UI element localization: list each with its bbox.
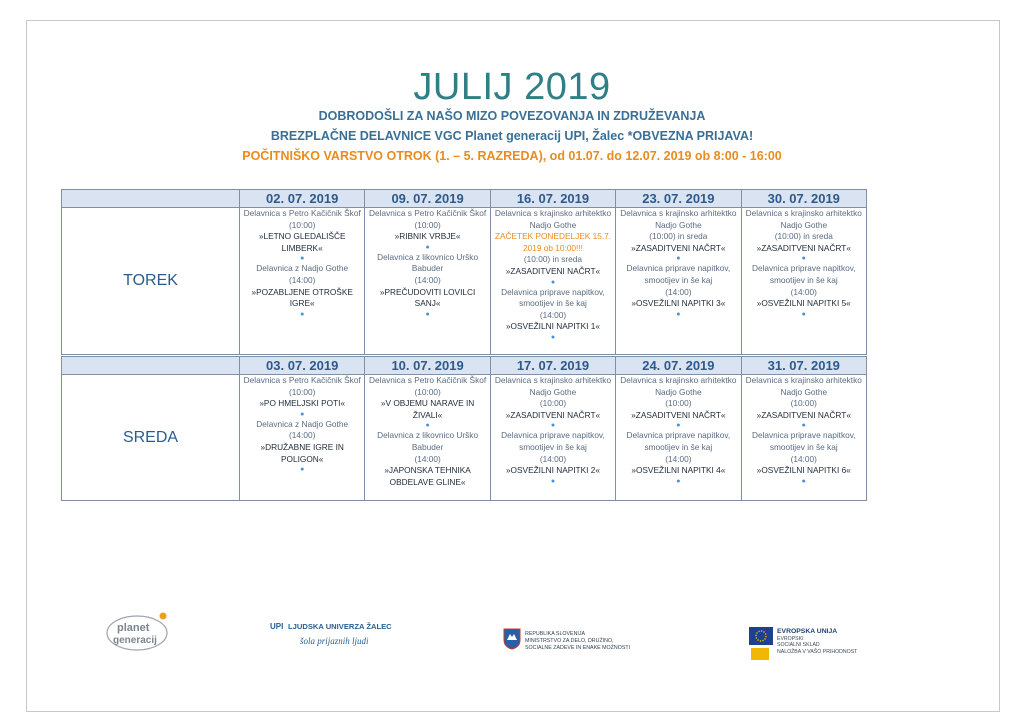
bullet-icon: ● (801, 310, 806, 318)
subtitle-childcare: POČITNIŠKO VARSTVO OTROK (1. – 5. RAZREDA), od 01.07. do 12.07. 2019 ob 8:00 - 16:00 (242, 149, 782, 163)
workshop-lead: Delavnica s krajinsko arhitektko Nadjo Gothe (494, 208, 612, 230)
workshop-title: »OSVEŽILNI NAPITKI 4« (631, 465, 726, 476)
upi-logo (270, 618, 392, 658)
workshop-morning (240, 375, 364, 419)
workshop-time: (14:00) (289, 274, 316, 285)
bullet-icon: ● (300, 310, 305, 318)
workshop-cell (240, 208, 365, 355)
workshop-lead: Delavnica priprave napitkov, smootijev in še kaj (626, 263, 731, 285)
workshop-morning (491, 208, 615, 287)
republic-line3: SOCIALNE ZADEVE IN ENAKE MOŽNOSTI (525, 645, 631, 651)
republic-line1: REPUBLIKA SLOVENIJA (525, 631, 586, 637)
date-header: 30. 07. 2019 (741, 190, 866, 208)
workshop-time: (10:00) (289, 219, 316, 230)
workshop-cell (365, 375, 490, 501)
workshop-afternoon (491, 430, 615, 485)
workshop-cell (490, 208, 615, 355)
bullet-icon: ● (801, 477, 806, 485)
date-header: 02. 07. 2019 (240, 190, 365, 208)
eu-line3: SOCIALNI SKLAD (777, 642, 820, 648)
workshop-time: (14:00) (665, 286, 692, 297)
date-header: 24. 07. 2019 (616, 357, 741, 375)
date-header: 16. 07. 2019 (490, 190, 615, 208)
coat-of-arms-icon (503, 628, 521, 650)
bullet-icon: ● (801, 422, 806, 430)
workshop-morning (240, 208, 364, 263)
planet-logo-line2: generacij (113, 635, 157, 646)
workshop-time: (14:00) (665, 453, 692, 464)
workshop-lead: Delavnica z Nadjo Gothe (256, 418, 349, 429)
workshop-morning (616, 375, 740, 430)
bullet-icon: ● (676, 255, 681, 263)
day-label: TOREK (62, 208, 240, 355)
workshop-title: »PO HMELJSKI POTI« (259, 398, 346, 409)
workshop-title: »RIBNIK VRBJE« (394, 231, 461, 242)
workshop-afternoon (240, 263, 364, 318)
workshop-time: (10:00) (414, 386, 441, 397)
bullet-icon: ● (425, 310, 430, 318)
workshop-cell (741, 208, 866, 355)
bullet-icon: ● (425, 243, 430, 251)
workshop-lead: Delavnica s krajinsko arhitektko Nadjo Gothe (745, 375, 862, 397)
workshop-time: (14:00) (790, 286, 817, 297)
workshop-title: »PREČUDOVITI LOVILCI SANJ« (379, 286, 476, 309)
workshop-time: (10:00) in sreda (774, 231, 833, 242)
date-header: 03. 07. 2019 (240, 357, 365, 375)
workshop-title: »JAPONSKA TEHNIKA OBDELAVE GLINE« (384, 465, 471, 487)
republic-line2: MINISTRSTVO ZA DELO, DRUŽINO, (525, 638, 614, 644)
workshop-afternoon (365, 252, 489, 319)
workshop-lead: Delavnica priprave napitkov, smootijev in še kaj (501, 286, 605, 309)
workshop-title: »V OBJEMU NARAVE IN ŽIVALI« (380, 398, 475, 420)
bullet-icon: ● (300, 410, 305, 418)
workshop-afternoon (491, 287, 615, 342)
workshop-title: »DRUŽABNE IGRE IN POLIGON« (260, 441, 344, 464)
workshop-lead: Delavnica priprave napitkov, smootijev in še kaj (501, 430, 605, 452)
workshop-time: (10:00) (665, 398, 692, 409)
workshop-cell (365, 208, 490, 355)
workshop-lead: Delavnica s krajinsko arhitektko Nadjo Gothe (620, 208, 737, 230)
planet-generacij-logo (103, 608, 173, 654)
bullet-icon: ● (550, 333, 556, 341)
bullet-icon: ● (550, 422, 556, 430)
bullet-icon: ● (676, 422, 681, 430)
bullet-icon: ● (801, 255, 806, 263)
eu-line1: EVROPSKA UNIJA (777, 628, 838, 635)
workshop-time: (10:00) (289, 386, 316, 397)
header-blank (62, 357, 240, 375)
workshop-time: (14:00) (539, 309, 567, 320)
workshop-title: »ZASADITVENI NAČRT« (756, 242, 851, 253)
workshop-time: (10:00) (539, 398, 567, 409)
workshop-afternoon (742, 430, 866, 485)
workshop-title: »LETNO GLEDALIŠČE LIMBERK« (258, 231, 346, 253)
bullet-icon: ● (676, 477, 681, 485)
page-title: JULIJ 2019 (413, 66, 611, 108)
workshop-lead: Delavnica s krajinsko arhitektko Nadjo Gothe (745, 208, 862, 230)
workshop-time: (10:00) (414, 219, 441, 230)
workshop-time: (14:00) (414, 274, 441, 285)
eu-flag-icon (749, 627, 773, 645)
workshop-title: »ZASADITVENI NAČRT« (756, 409, 851, 420)
workshop-morning (365, 375, 489, 430)
date-header-row (62, 190, 867, 208)
workshop-row (62, 375, 867, 501)
workshop-morning (742, 208, 866, 263)
workshop-lead: Delavnica z likovnico Urško Babuder (377, 251, 479, 274)
workshop-lead: Delavnica s Petro Kačičnik Škof (243, 208, 361, 218)
workshop-title: »OSVEŽILNI NAPITKI 6« (756, 465, 851, 476)
workshop-title: »POZABLJENE OTROŠKE IGRE« (251, 286, 353, 309)
upi-tagline: šola prijaznih ljudi (300, 636, 369, 646)
workshop-afternoon (616, 430, 740, 485)
workshop-title: »OSVEŽILNI NAPITKI 3« (631, 298, 726, 309)
workshop-morning (616, 208, 740, 263)
workshop-lead: Delavnica s krajinsko arhitektko Nadjo Gothe (620, 375, 737, 397)
workshop-lead: Delavnica s Petro Kačičnik Škof (243, 375, 361, 385)
workshop-lead: Delavnica priprave napitkov, smootijev in še kaj (751, 263, 856, 285)
date-header: 10. 07. 2019 (365, 357, 490, 375)
workshop-afternoon (240, 419, 364, 474)
schedule-table-tuesday (61, 189, 867, 355)
upi-mark: UPI (270, 622, 284, 631)
esf-mark-icon (751, 648, 769, 660)
header-blank (62, 190, 240, 208)
workshop-lead: Delavnica s krajinsko arhitektko Nadjo Gothe (494, 375, 612, 397)
workshop-title: »OSVEŽILNI NAPITKI 5« (756, 298, 851, 309)
workshop-lead: Delavnica priprave napitkov, smootijev in še kaj (626, 430, 731, 452)
workshop-title: »ZASADITVENI NAČRT« (631, 242, 726, 253)
workshop-cell (240, 375, 365, 501)
workshop-title: »ZASADITVENI NAČRT« (631, 409, 726, 420)
republic-text (525, 631, 630, 652)
bullet-icon: ● (550, 477, 556, 485)
date-header: 23. 07. 2019 (616, 190, 741, 208)
workshop-cell (741, 375, 866, 501)
start-notice: ZAČETEK PONEDELJEK 15.7. 2019 ob 10:00!!! (494, 231, 612, 253)
date-header-row (62, 357, 867, 375)
workshop-lead: Delavnica z Nadjo Gothe (256, 263, 349, 274)
day-label: SREDA (62, 375, 240, 501)
workshop-time: (10:00) in sreda (649, 231, 708, 242)
workshop-morning (491, 375, 615, 430)
eu-line2: EVROPSKI (777, 635, 804, 642)
workshop-lead: Delavnica priprave napitkov, smootijev in še kaj (751, 430, 856, 452)
eu-line4: NALOŽBA V VAŠO PRIHODNOST (777, 648, 858, 655)
date-header: 31. 07. 2019 (741, 357, 866, 375)
workshop-lead: Delavnica s Petro Kačičnik Škof (369, 375, 487, 385)
workshop-row (62, 208, 867, 355)
workshop-lead: Delavnica s Petro Kačičnik Škof (369, 208, 487, 218)
workshop-title: »ZASADITVENI NAČRT« (505, 409, 601, 420)
workshop-morning (365, 208, 489, 252)
planet-logo-line1: planet (117, 622, 150, 634)
eu-text (777, 629, 857, 655)
workshop-title: »OSVEŽILNI NAPITKI 2« (505, 465, 601, 476)
upi-name: LJUDSKA UNIVERZA ŽALEC (288, 622, 392, 631)
eu-social-fund-logo (749, 625, 859, 665)
bullet-icon: ● (300, 466, 305, 474)
workshop-afternoon (742, 263, 866, 318)
bullet-icon: ● (676, 310, 681, 318)
workshop-time: (10:00) in sreda (523, 254, 583, 265)
workshop-afternoon (616, 263, 740, 318)
bullet-icon: ● (425, 422, 430, 430)
bullet-icon: ● (550, 278, 556, 286)
date-header: 17. 07. 2019 (490, 357, 615, 375)
workshop-title: »OSVEŽILNI NAPITKI 1« (505, 321, 601, 332)
workshop-time: (14:00) (790, 453, 817, 464)
workshop-time: (14:00) (539, 453, 567, 464)
workshop-cell (490, 375, 615, 501)
workshop-title: »ZASADITVENI NAČRT« (505, 265, 601, 276)
planet-logo-graphic (103, 608, 173, 654)
workshop-lead: Delavnica z likovnico Urško Babuder (377, 430, 479, 452)
bullet-icon: ● (300, 255, 305, 263)
subtitle-workshops: BREZPLAČNE DELAVNICE VGC Planet generacij UPI, Žalec *OBVEZNA PRIJAVA! (270, 129, 754, 143)
workshop-afternoon (365, 430, 489, 488)
workshop-time: (10:00) (790, 398, 817, 409)
schedule-table-wednesday (61, 356, 867, 501)
workshop-cell (616, 208, 741, 355)
date-header: 09. 07. 2019 (365, 190, 490, 208)
workshop-time: (14:00) (289, 430, 316, 441)
workshop-cell (616, 375, 741, 501)
republic-slovenia-logo (503, 628, 653, 664)
workshop-time: (14:00) (414, 453, 441, 464)
workshop-morning (742, 375, 866, 430)
subtitle-welcome: DOBRODOŠLI ZA NAŠO MIZO POVEZOVANJA IN ZDRUŽEVANJA (318, 109, 706, 123)
